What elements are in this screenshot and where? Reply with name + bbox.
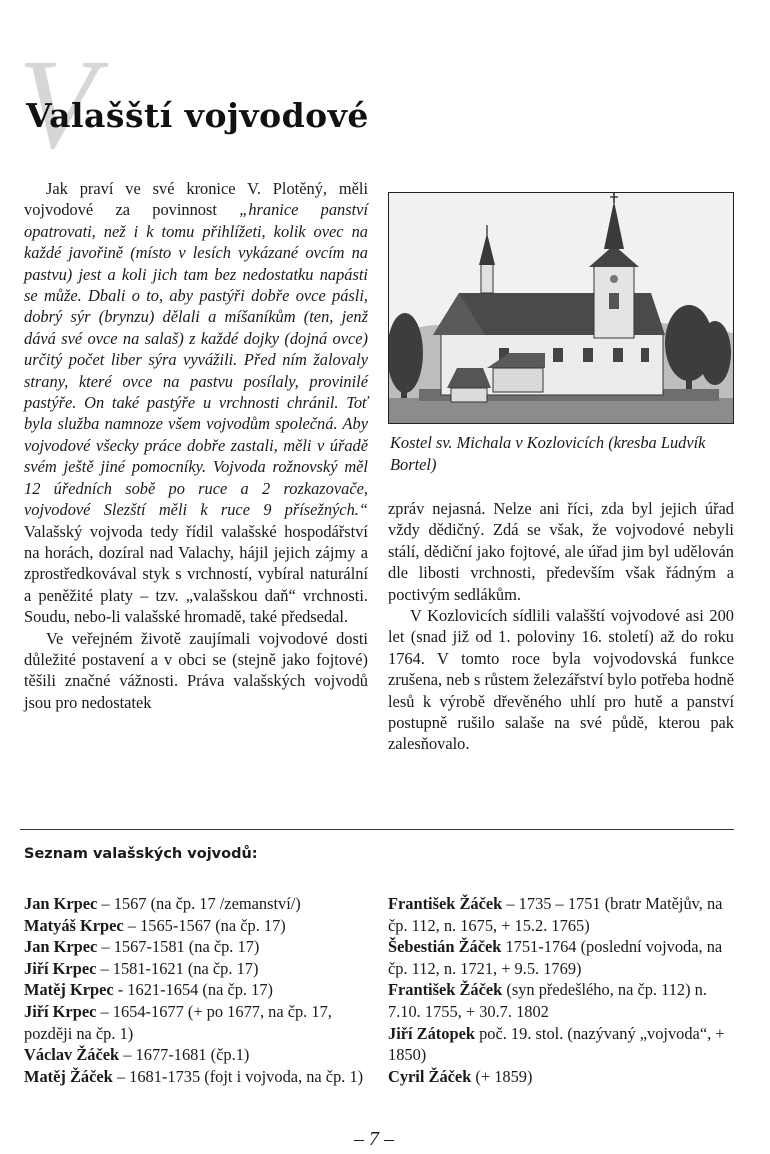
church-illustration <box>388 192 734 424</box>
list-item <box>24 1066 366 1088</box>
vojvoda-name: František Žáček <box>388 980 503 1000</box>
decorative-initial: V <box>18 33 97 175</box>
list-item <box>388 1066 734 1088</box>
list-item <box>388 893 734 936</box>
vojvoda-detail: poč. 19. stol. (nazývaný „vojvoda“, + 1850) <box>388 1023 725 1065</box>
vojvoda-detail: – 1681-1735 (fojt i vojvoda, na čp. 1) <box>112 1066 364 1086</box>
vojvoda-name: František Žáček <box>388 894 503 913</box>
vojvoda-name: Šebestián Žáček <box>388 937 502 957</box>
paragraph-1-intro: Jak praví ve své kronice V. Plotěný, měli vojvodové za povinnost <box>24 179 368 220</box>
page-number: – 7 – <box>354 1128 394 1150</box>
list-item <box>24 1044 366 1066</box>
left-text-column <box>24 178 368 713</box>
list-item <box>24 958 366 980</box>
list-item <box>388 979 734 1022</box>
section-divider <box>20 829 734 830</box>
paragraph-3: zpráv nejasná. Nelze ani říci, zda byl jejich úřad vždy dědičný. Zdá se však, že vojvodové nebyli stálí, dědiční jako fojtové, ale úřad jim byl udělován dle libosti vrchnosti, především však řádným a poctivým sedlákům. <box>388 499 734 604</box>
vojvoda-name: Jiří Zátopek <box>388 1023 475 1043</box>
paragraph-1 <box>24 178 368 628</box>
list-item <box>24 893 366 915</box>
vojvoda-detail: – 1654-1677 (+ po 1677, na čp. 17, později na čp. 1) <box>24 1001 332 1043</box>
list-item <box>24 1001 366 1044</box>
vojvoda-detail: – 1567-1581 (na čp. 17) <box>97 937 260 957</box>
right-text-column <box>388 498 734 755</box>
vojvoda-name: Matěj Žáček <box>24 1066 113 1086</box>
church-drawing <box>389 193 733 423</box>
vojvoda-name: Matěj Krpec <box>24 980 114 1000</box>
vojvoda-name: Václav Žáček <box>24 1045 120 1065</box>
paragraph-1-rest: Valašský vojvoda tedy řídil valašské hospodářství na horách, dozíral nad Valachy, hájil jejich zájmy a zprostředkovával styk s vrchností, vybíral naturální a peněžité platy – tzv. „valašskou daň“ vrchnosti. Soudu, nebo-li valašské hromadě, také předsedal. <box>24 521 368 627</box>
vojvoda-detail: – 1565-1567 (na čp. 17) <box>123 915 286 935</box>
vojvoda-list-left <box>24 893 366 1087</box>
vojvoda-list-right <box>388 893 734 1087</box>
vojvoda-name: Cyril Žáček <box>388 1066 472 1086</box>
list-item <box>388 1023 734 1066</box>
vojvoda-detail: – 1677-1681 (čp.1) <box>119 1045 250 1065</box>
vojvoda-detail: (syn předešlého, na čp. 112) n. 7.10. 1755, + 30.7. 1802 <box>388 980 707 1021</box>
vojvoda-name: Matyáš Krpec <box>24 915 124 935</box>
vojvoda-detail: (+ 1859) <box>471 1066 533 1086</box>
figure-caption: Kostel sv. Michala v Kozlovicích (kresba Ludvík Bortel) <box>390 433 706 474</box>
vojvoda-name: Jan Krpec <box>24 937 98 957</box>
vojvoda-detail: – 1735 – 1751 (bratr Matějův, na čp. 112, n. 1675, + 15.2. 1765) <box>388 894 723 935</box>
list-item <box>24 936 366 958</box>
vojvoda-name: Jiří Krpec <box>24 958 97 978</box>
vojvoda-detail: 1751-1764 (poslední vojvoda, na čp. 112, n. 1721, + 9.5. 1769) <box>388 937 723 978</box>
vojvoda-name: Jan Krpec <box>24 894 98 913</box>
vojvoda-detail: - 1621-1654 (na čp. 17) <box>113 980 273 1000</box>
list-item <box>24 915 366 937</box>
list-item <box>388 936 734 979</box>
vojvoda-name: Jiří Krpec <box>24 1001 97 1021</box>
page-title: Valašští vojvodové <box>26 96 369 135</box>
vojvoda-detail: – 1567 (na čp. 17 /zemanství/) <box>97 894 301 913</box>
vojvoda-detail: – 1581-1621 (na čp. 17) <box>96 958 259 978</box>
list-item <box>24 979 366 1001</box>
paragraph-2: Ve veřejném životě zaujímali vojvodové dosti důležité postavení a v obci se (stejně jako fojtové) těšili značné vážnosti. Práva valašských vojvodů jsou pro nedostatek <box>24 628 368 712</box>
list-heading: Seznam valašských vojvodů: <box>24 846 258 862</box>
paragraph-4: V Kozlovicích sídlili valašští vojvodové asi 200 let (snad již od 1. poloviny 16. století) až do roku 1764. V tomto roce byla vojvodovská funkce zrušena, neb s růstem železářství bylo potřeba hodně lesů k výrobě dřevěného uhlí pro hutě a panství postupně rušilo salaše na své půdě, kterou pak zalesňovalo. <box>388 606 734 754</box>
chronicle-quote: „hranice panství opatrovati, než i k tomu přihlížeti, kolik ovec na každé javořině (místo v lesích vykázané ovcím na pastvu) jest a koli jich tam bez nedostatku napásti se může. Dbali o to, aby pastýři dobře ovce pásli, dobrý sýr (brynzu) dělali a míšaníkům (ten, jenž dává své ovce na salaš) z každé dojky (dojná ovce) určitý počet liber sýra vyvážili. Před ním žalovaly strany, které ovce na pastvu posílaly, provinilé pastýře. On také pastýře u vrchnosti chránil. Toť byla služba namnoze všem vojvodům společná. Aby vojvodové všecky práce dobře zastali, měli v úřadě svém ještě jiné pomocníky. Vojvoda rožnovský měl 12 úředních sobě po ruce a 2 rozkazovače, vojvodové Slezští měli k ruce 9 přísežných.“ <box>24 200 368 520</box>
